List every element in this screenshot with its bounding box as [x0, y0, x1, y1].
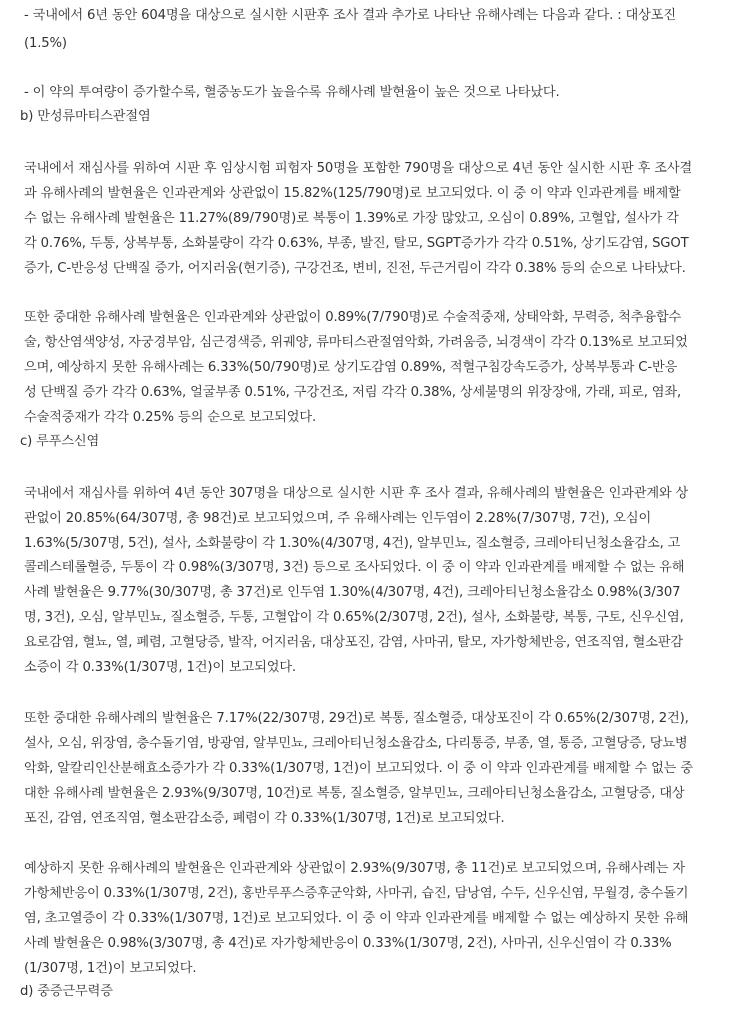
text-line: 과 유해사례의 발현율은 인과관계와 상관없이 15.82%(125/790명)로 보고되었다. 이 중 이 약과 인과관계를 배제할: [24, 186, 681, 201]
section-heading-lupus-nephritis: c) 루푸스신염: [20, 434, 100, 449]
text-line: 으며, 예상하지 못한 유해사례는 6.33%(50/790명)로 상기도감염 0.89%, 적혈구침강속도증가, 상복부통과 C-반응: [24, 360, 678, 375]
text-line: 국내에서 재심사를 위하여 4년 동안 307명을 대상으로 실시한 시판 후 조사 결과, 유해사례의 발현율은 인과관계와 상: [24, 486, 689, 501]
text-line: 소증이 각 0.33%(1/307명, 1건)이 보고되었다.: [24, 660, 296, 675]
text-line: 술, 항산염색양성, 자궁경부암, 심근경색증, 위궤양, 류마티스관절염악화, 가려움증, 뇌경색이 각각 0.13%로 보고되었: [24, 335, 688, 350]
text-line: 사례 발현율은 9.77%(30/307명, 총 37건)로 인두염 1.30%(4/307명, 4건), 크레아티닌청소율감소 0.98%(3/307: [24, 585, 681, 600]
text-line: 사례 발현율은 0.98%(3/307명, 총 4건)로 자가항체반응이 0.33%(1/307명, 2건), 사마귀, 신우신염이 각 0.33%: [24, 936, 672, 951]
text-line: 각 0.76%, 두통, 상복부통, 소화불량이 각각 0.63%, 부종, 발진, 탈모, SGPT증가가 각각 0.51%, 상기도감염, SGOT: [24, 236, 689, 251]
intro-line: (1.5%): [24, 36, 67, 51]
intro-line: - 국내에서 6년 동안 604명을 대상으로 실시한 시판후 조사 결과 추가로 나타난 유해사례는 다음과 같다. : 대상포진: [24, 8, 676, 23]
text-line: 설사, 오심, 위장염, 충수돌기염, 방광염, 알부민뇨, 크레아티닌청소율감소, 다리통증, 부종, 열, 통증, 고혈당증, 당뇨병: [24, 736, 688, 751]
section-heading-myasthenia-gravis: d) 중증근무력증: [20, 984, 113, 999]
text-line: 가항체반응이 0.33%(1/307명, 2건), 홍반루푸스증후군악화, 사마귀, 습진, 담낭염, 수두, 신우신염, 무월경, 충수돌기: [24, 886, 689, 901]
text-line: 1.63%(5/307명, 5건), 설사, 소화불량이 각 1.30%(4/307명, 4건), 알부민뇨, 질소혈증, 크레아티닌청소율감소, 고: [24, 536, 681, 551]
text-line: 수술적중재가 각각 0.25% 등의 순으로 보고되었다.: [24, 410, 316, 425]
text-line: 증가, C-반응성 단백질 증가, 어지러움(현기증), 구강건조, 변비, 진전, 두근거림이 각각 0.38% 등의 순으로 나타났다.: [24, 261, 686, 276]
text-line: 콜레스테롤혈증, 두통이 각 0.98%(3/307명, 3건) 등으로 조사되었다. 이 중 이 약과 인과관계를 배제할 수 없는 유해: [24, 560, 685, 575]
text-line: 또한 중대한 유해사례의 발현율은 7.17%(22/307명, 29건)로 복통, 질소혈증, 대상포진이 각 0.65%(2/307명, 2건),: [24, 711, 689, 726]
text-line: 명, 3건), 오심, 알부민뇨, 질소혈증, 두통, 고혈압이 각 0.65%(2/307명, 2건), 설사, 소화불량, 복통, 구토, 신우신염,: [24, 610, 684, 625]
text-line: (1/307명, 1건)이 보고되었다.: [24, 961, 197, 976]
text-line: 또한 중대한 유해사례 발현율은 인과관계와 상관없이 0.89%(7/790명)로 수술적중재, 상태악화, 무력증, 척추융합수: [24, 310, 682, 325]
section-heading-rheumatoid-arthritis: b) 만성류마티스관절염: [20, 109, 151, 124]
text-line: 악화, 알칼리인산분해효소증가가 각 0.33%(1/307명, 1건)이 보고되었다. 이 중 이 약과 인과관계를 배제할 수 없는 중: [24, 761, 693, 776]
text-line: 포진, 감염, 연조직염, 혈소판감소증, 폐렴이 각 0.33%(1/307명, 1건)로 보고되었다.: [24, 811, 505, 826]
text-line: 염, 초고열증이 각 0.33%(1/307명, 1건)로 보고되었다. 이 중 이 약과 인과관계를 배제할 수 없는 예상하지 못한 유해: [24, 911, 689, 926]
text-line: 국내에서 재심사를 위하여 시판 후 임상시험 피험자 50명을 포함한 790명을 대상으로 4년 동안 실시한 시판 후 조사결: [24, 161, 693, 176]
text-line: 수 없는 유해사례 발현율은 11.27%(89/790명)로 복통이 1.39%로 가장 많았고, 오심이 0.89%, 고혈압, 설사가 각: [24, 211, 679, 226]
text-line: 요로감염, 혈뇨, 열, 폐렴, 고혈당증, 발작, 어지러움, 대상포진, 감염, 사마귀, 탈모, 자가항체반응, 연조직염, 혈소판감: [24, 635, 684, 650]
text-line: 대한 유해사례 발현율은 2.93%(9/307명, 10건)로 복통, 질소혈증, 알부민뇨, 크레아티닌청소율감소, 고혈당증, 대상: [24, 786, 685, 801]
intro-line: - 이 약의 투여량이 증가할수록, 혈중농도가 높을수록 유해사례 발현율이 높은 것으로 나타났다.: [24, 85, 560, 100]
text-line: 성 단백질 증가 각각 0.63%, 얼굴부종 0.51%, 구강건조, 저림 각각 0.38%, 상세불명의 위장장애, 가래, 피로, 염좌,: [24, 385, 682, 400]
text-line: 관없이 20.85%(64/307명, 총 98건)로 보고되었으며, 주 유해사례는 인두염이 2.28%(7/307명, 7건), 오심이: [24, 511, 652, 526]
text-line: 예상하지 못한 유해사례의 발현율은 인과관계와 상관없이 2.93%(9/307명, 총 11건)로 보고되었으며, 유해사례는 자: [24, 861, 685, 876]
